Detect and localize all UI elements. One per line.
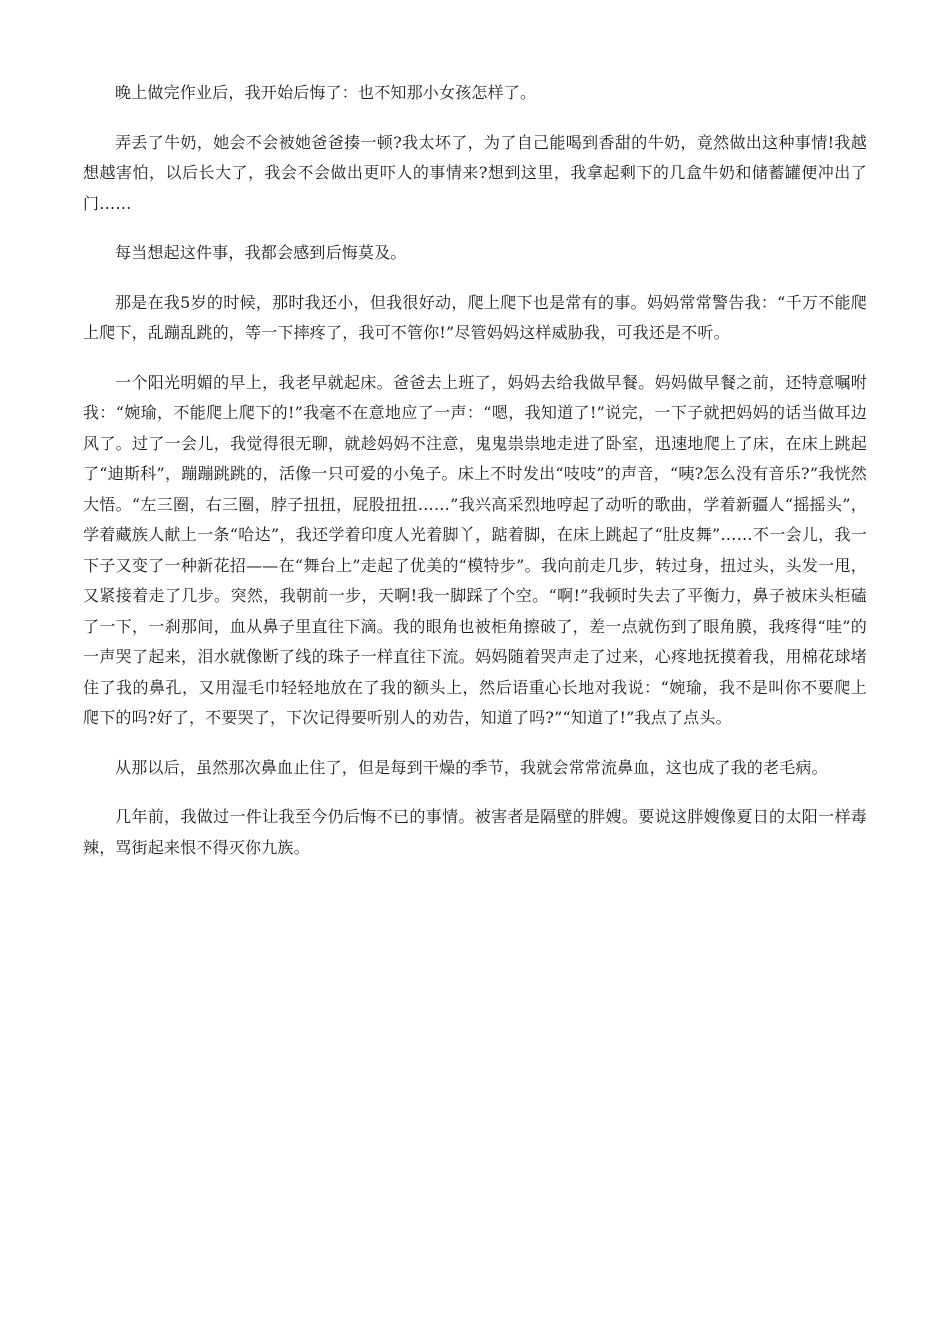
paragraph-5: 一个阳光明媚的早上，我老早就起床。爸爸去上班了，妈妈去给我做早餐。妈妈做早餐之前，还特意嘱咐我：“婉瑜，不能爬上爬下的!”我毫不在意地应了一声：“嗯，我知道了!”说完，一下子就把妈妈的话当做耳边风了。过了一会儿，我觉得很无聊，就趁妈妈不注意，鬼鬼祟祟地走进了卧室，迅速地爬上了床，在床上跳起了“迪斯科”，蹦蹦跳跳的，活像一只可爱的小兔子。床上不时发出“吱吱”的声音，“咦?怎么没有音乐?”我恍然大悟。“左三圈，右三圈，脖子扭扭，屁股扭扭……”我兴高采烈地哼起了动听的歌曲，学着新疆人“摇摇头”，学着藏族人献上一条“哈达”，我还学着印度人光着脚丫，踮着脚，在床上跳起了“肚皮舞”……不一会儿，我一下子又变了一种新花招——在“舞台上”走起了优美的“模特步”。我向前走几步，转过身，扭过头，头发一甩，又紧接着走了几步。突然，我朝前一步，天啊!我一脚踩了个空。“啊!”我顿时失去了平衡力，鼻子被床头柜磕了一下，一刹那间，血从鼻子里直往下滴。我的眼角也被柜角擦破了，差一点就伤到了眼角膜，我疼得“哇”的一声哭了起来，泪水就像断了线的珠子一样直往下流。妈妈随着哭声走了过来，心疼地抚摸着我，用棉花球堵住了我的鼻孔，又用湿毛巾轻轻地放在了我的额头上，然后语重心长地对我说：“婉瑜，我不是叫你不要爬上爬下的吗?好了，不要哭了，下次记得要听别人的劝告，知道了吗?”“知道了!”我点了点头。	[83, 372, 867, 727]
document-body	[83, 78, 867, 882]
paragraph-4: 那是在我5岁的时候，那时我还小，但我很好动，爬上爬下也是常有的事。妈妈常常警告我：“千万不能爬上爬下，乱蹦乱跳的，等一下摔疼了，我可不管你!”尽管妈妈这样威胁我，可我还是不听。	[83, 292, 867, 342]
paragraph-2: 弄丢了牛奶，她会不会被她爸爸揍一顿?我太坏了，为了自己能喝到香甜的牛奶，竟然做出这种事情!我越想越害怕，以后长大了，我会不会做出更吓人的事情来?想到这里，我拿起剩下的几盒牛奶和储蓄罐便冲出了门……	[83, 132, 867, 213]
paragraph-6: 从那以后，虽然那次鼻血止住了，但是每到干燥的季节，我就会常常流鼻血，这也成了我的老毛病。	[115, 757, 828, 777]
paragraph-1: 晚上做完作业后，我开始后悔了：也不知那小女孩怎样了。	[115, 83, 537, 102]
paragraph-3: 每当想起这件事，我都会感到后悔莫及。	[115, 243, 407, 262]
paragraph-7: 几年前，我做过一件让我至今仍后悔不已的事情。被害者是隔壁的胖嫂。要说这胖嫂像夏日的太阳一样毒辣，骂街起来恨不得灭你九族。	[83, 807, 867, 857]
